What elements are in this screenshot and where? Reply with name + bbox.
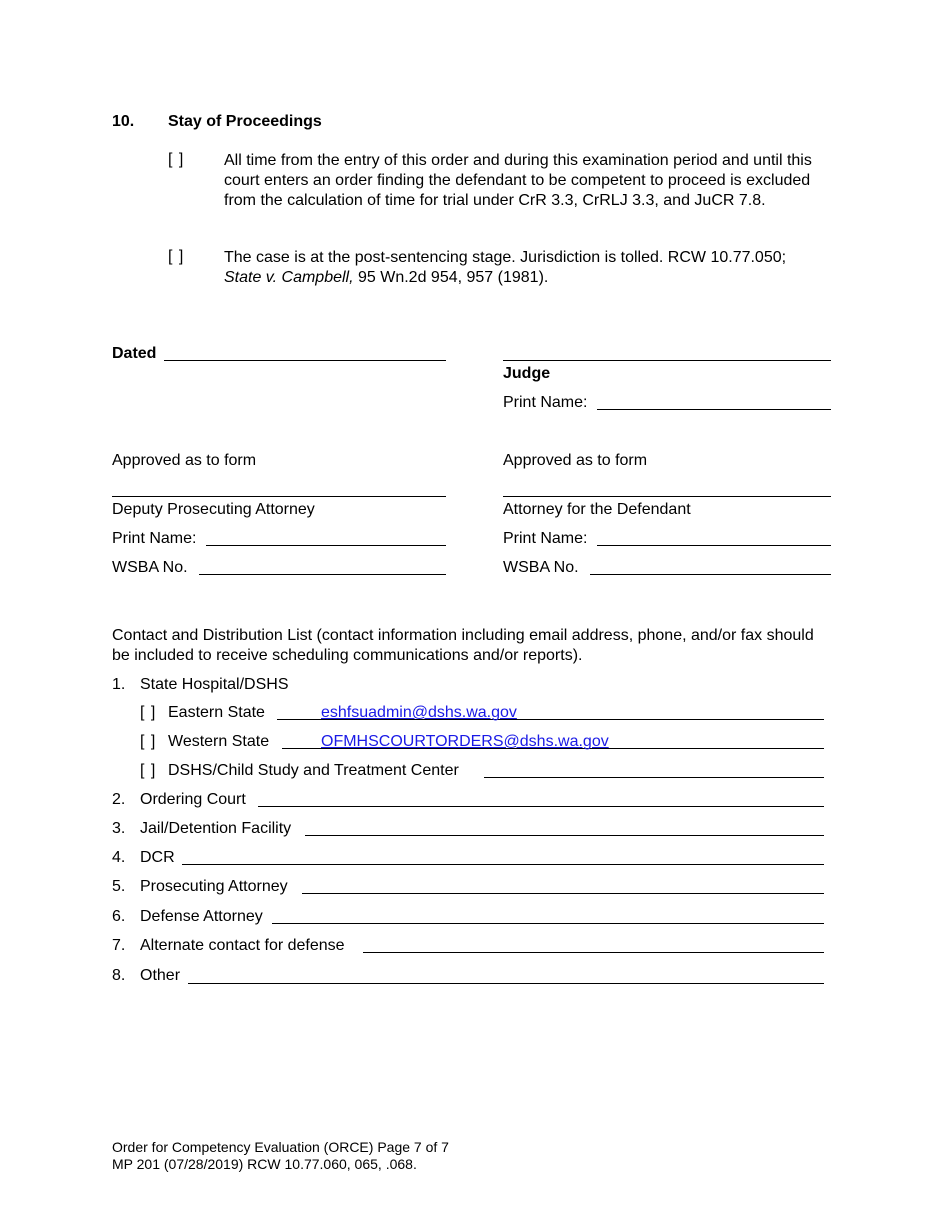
item-prosecuting-attorney-label: Prosecuting Attorney <box>140 878 288 895</box>
item-number: 8. <box>112 967 126 984</box>
eastern-state-checkbox[interactable]: [ ] <box>140 704 157 721</box>
case-citation: 95 Wn.2d 954, 957 (1981). <box>353 269 549 286</box>
item-number: 4. <box>112 849 126 866</box>
child-study-label: DSHS/Child Study and Treatment Center <box>168 762 459 779</box>
western-state-label: Western State <box>168 733 270 750</box>
prosecutor-signature-line[interactable] <box>112 496 446 497</box>
post-sentencing-checkbox[interactable]: [ ] <box>168 248 185 265</box>
section-number: 10. <box>112 113 135 130</box>
defense-print-name-label: Print Name: <box>503 530 588 547</box>
judge-signature-line[interactable] <box>503 360 831 361</box>
item-defense-attorney-label: Defense Attorney <box>140 908 263 925</box>
item-number: 2. <box>112 791 126 808</box>
footer-form-number: MP 201 (07/28/2019) RCW 10.77.060, 065, .068. <box>112 1156 417 1172</box>
post-sentencing-text-part1: The case is at the post-sentencing stage. Jurisdiction is tolled. RCW 10.77.050; <box>224 249 787 266</box>
ordering-court-field[interactable] <box>258 806 824 807</box>
item-ordering-court-label: Ordering Court <box>140 791 246 808</box>
dated-field[interactable] <box>164 360 446 361</box>
section-title: Stay of Proceedings <box>168 113 322 130</box>
prosecutor-wsba-field[interactable] <box>199 574 446 575</box>
western-state-email-link[interactable]: OFMHSCOURTORDERS@dshs.wa.gov <box>321 733 609 750</box>
defense-attorney-field[interactable] <box>272 923 824 924</box>
defense-print-name-field[interactable] <box>597 545 831 546</box>
judge-print-name-label: Print Name: <box>503 394 588 411</box>
distribution-intro: Contact and Distribution List (contact information including email address, phone, and/or fax should be included to receive scheduling communications and/or reports). <box>112 627 814 664</box>
prosecutor-print-name-label: Print Name: <box>112 530 197 547</box>
item-alternate-contact-label: Alternate contact for defense <box>140 937 345 954</box>
child-study-field[interactable] <box>484 777 824 778</box>
jail-field[interactable] <box>305 835 824 836</box>
other-field[interactable] <box>188 983 824 984</box>
item-number: 7. <box>112 937 126 954</box>
prosecuting-attorney-field[interactable] <box>302 893 824 894</box>
item-number: 3. <box>112 820 126 837</box>
item-other-label: Other <box>140 967 181 984</box>
eastern-state-email-link[interactable]: eshfsuadmin@dshs.wa.gov <box>321 704 517 721</box>
post-sentencing-text <box>224 248 844 288</box>
judge-label: Judge <box>503 365 551 382</box>
item-number: 6. <box>112 908 126 925</box>
approved-left: Approved as to form <box>112 452 257 469</box>
defense-wsba-field[interactable] <box>590 574 831 575</box>
item-dcr-label: DCR <box>140 849 175 866</box>
approved-right: Approved as to form <box>503 452 648 469</box>
prosecutor-print-name-field[interactable] <box>206 545 446 546</box>
dcr-field[interactable] <box>182 864 824 865</box>
footer-form-title: Order for Competency Evaluation (ORCE) Page 7 of 7 <box>112 1139 449 1155</box>
item-number: 5. <box>112 878 126 895</box>
item-jail-label: Jail/Detention Facility <box>140 820 292 837</box>
stay-time-checkbox[interactable]: [ ] <box>168 151 185 168</box>
item-number: 1. <box>112 676 126 693</box>
prosecutor-label: Deputy Prosecuting Attorney <box>112 501 315 518</box>
item-state-hospital-label: State Hospital/DSHS <box>140 676 289 693</box>
defense-wsba-label: WSBA No. <box>503 559 579 576</box>
dated-label: Dated <box>112 345 157 362</box>
stay-time-text: All time from the entry of this order and during this examination period and until this court enters an order finding the defendant to be competent to proceed is excluded from the calculation of time for trial under CrR 3.3, CrRLJ 3.3, and JuCR 7.8. <box>224 152 812 209</box>
prosecutor-wsba-label: WSBA No. <box>112 559 188 576</box>
western-state-checkbox[interactable]: [ ] <box>140 733 157 750</box>
child-study-checkbox[interactable]: [ ] <box>140 762 157 779</box>
alternate-contact-field[interactable] <box>363 952 824 953</box>
defense-label: Attorney for the Defendant <box>503 501 691 518</box>
case-name: State v. Campbell, <box>224 269 354 286</box>
eastern-state-label: Eastern State <box>168 704 265 721</box>
judge-print-name-field[interactable] <box>597 409 831 410</box>
defense-signature-line[interactable] <box>503 496 831 497</box>
